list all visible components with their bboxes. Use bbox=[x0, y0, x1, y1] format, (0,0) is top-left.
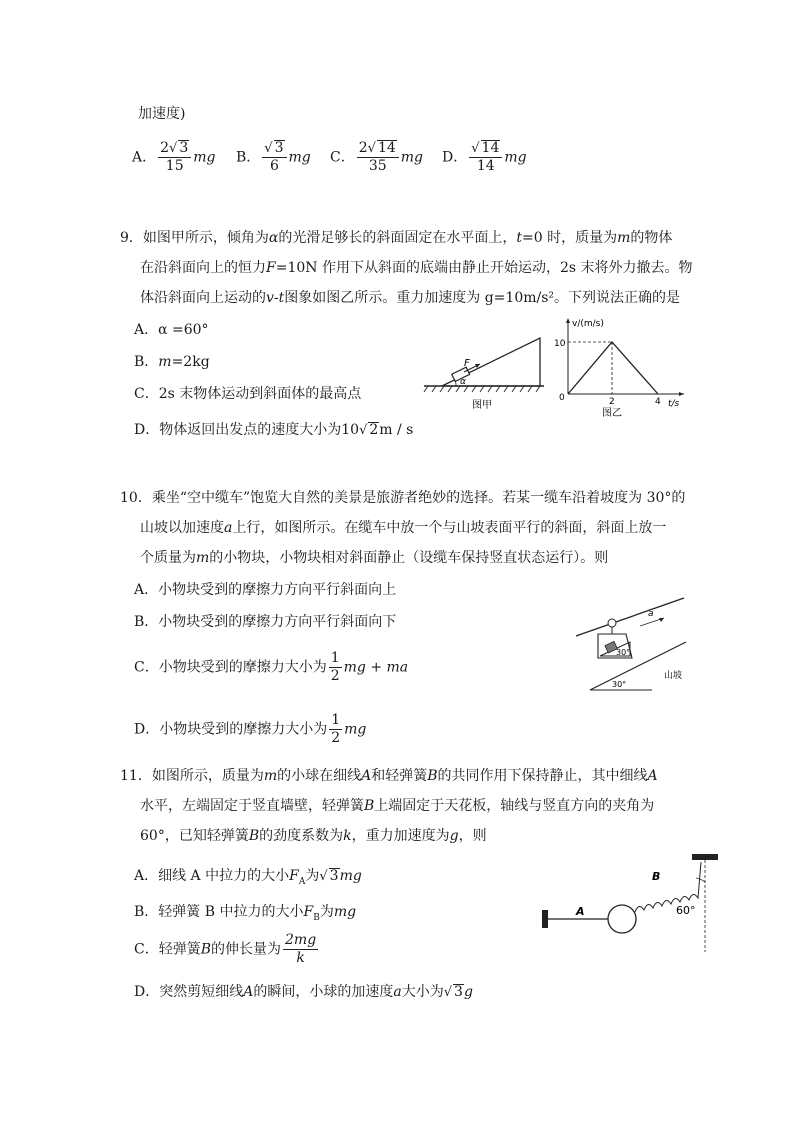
q11-line-3: 60°，已知轻弹簧B的劲度系数为k，重力加速度为g，则 bbox=[140, 828, 487, 844]
q9-fig-t-axis-label: t/s bbox=[668, 399, 680, 409]
q8-option-d: D． $\frac{√ 14}{14}$ mg bbox=[442, 140, 527, 174]
q9-fig-tick-10: 10 bbox=[554, 339, 566, 349]
q8-continuation: 加速度) bbox=[138, 106, 186, 122]
q9-option-d: D．物体返回出发点的速度大小为10√ 2m / s bbox=[134, 422, 414, 438]
q11-option-a: A．细线 A 中拉力的大小$F_A$为√ 3mg bbox=[134, 868, 362, 887]
q10-option-b: B．小物块受到的摩擦力方向平行斜面向下 bbox=[134, 614, 397, 630]
q11-figure-spring-ball bbox=[536, 848, 726, 956]
q11-fig-label-b: B bbox=[652, 870, 661, 883]
q9-option-b: B．m=2kg bbox=[134, 354, 210, 370]
q9-fig-yi-caption: 图乙 bbox=[602, 408, 622, 419]
q11-line-2: 水平，左端固定于竖直墙壁，轻弹簧B上端固定于天花板，轴线与竖直方向的夹角为 bbox=[140, 798, 655, 814]
q9-line-3: 体沿斜面向上运动的v-t图象如图乙所示。重力加速度为 g=10m/s²。下列说法正确的是 bbox=[140, 290, 681, 306]
q10-option-c: C．小物块受到的摩擦力大小为 $\frac{1}{2}$ mg + ma bbox=[134, 650, 409, 684]
q10-fig-angle-slope: 30° bbox=[612, 680, 627, 689]
q9-fig-v-axis-label: v/(m/s) bbox=[572, 319, 604, 329]
q9-figure-incline bbox=[420, 330, 550, 420]
q10-option-d: D．小物块受到的摩擦力大小为 $\frac{1}{2}$ mg bbox=[134, 712, 367, 746]
q9-option-c: C．2s 末物体运动到斜面体的最高点 bbox=[134, 386, 362, 402]
q11-fig-label-a: A bbox=[576, 905, 585, 918]
q11-line-1: 11．如图所示，质量为m的小球在细线A和轻弹簧B的共同作用下保持静止，其中细线A bbox=[120, 768, 658, 784]
q9-fig-tick-0: 0 bbox=[559, 393, 565, 403]
q11-option-b: B．轻弹簧 B 中拉力的大小$F_B$为mg bbox=[134, 904, 357, 923]
q11-option-c: C．轻弹簧B的伸长量为 $\frac{2mg}{k}$ bbox=[134, 932, 317, 966]
q10-fig-accel-label: a bbox=[648, 609, 654, 619]
q9-option-a: A．α =60° bbox=[134, 322, 209, 338]
q11-fig-angle: 60° bbox=[676, 904, 696, 917]
q10-line-2: 山坡以加速度a上行，如图所示。在缆车中放一个与山坡表面平行的斜面，斜面上放一 bbox=[140, 520, 667, 536]
q8-option-b: B． $\frac{√ 3}{6}$ mg bbox=[236, 140, 311, 174]
q8-option-c: C． $\frac{2√ 14}{35}$ mg bbox=[330, 140, 424, 174]
q9-fig-force-label: F bbox=[464, 358, 470, 369]
q10-line-1: 10．乘坐“空中缆车”饱览大自然的美景是旅游者绝妙的选择。若某一缆车沿着坡度为 30°的 bbox=[120, 490, 686, 506]
q9-line-2: 在沿斜面向上的恒力F=10N 作用下从斜面的底端由静止开始运动，2s 末将外力撤去。物 bbox=[140, 260, 693, 276]
q9-figure-vt-graph bbox=[552, 312, 692, 422]
q10-option-a: A．小物块受到的摩擦力方向平行斜面向上 bbox=[134, 582, 397, 598]
q9-line-1: 9．如图甲所示，倾角为α的光滑足够长的斜面固定在水平面上，t=0 时，质量为m的物体 bbox=[120, 230, 673, 246]
q10-fig-angle-car: 30° bbox=[616, 648, 631, 657]
q10-fig-slope-label: 山坡 bbox=[664, 671, 683, 681]
q9-fig-tick-4: 4 bbox=[655, 397, 661, 407]
q11-option-d: D．突然剪短细线A的瞬间，小球的加速度a大小为√ 3g bbox=[134, 984, 473, 1000]
q8-option-a: A． $\frac{2√ 3}{15}$ mg bbox=[132, 140, 216, 174]
q10-figure-cable-car bbox=[568, 594, 694, 694]
q10-line-3: 个质量为m的小物块，小物块相对斜面静止（设缆车保持竖直状态运行）。则 bbox=[140, 550, 609, 566]
q9-fig-jia-caption: 图甲 bbox=[472, 400, 492, 411]
q9-fig-tick-2: 2 bbox=[609, 397, 615, 407]
q9-fig-alpha-label: α bbox=[460, 377, 466, 387]
